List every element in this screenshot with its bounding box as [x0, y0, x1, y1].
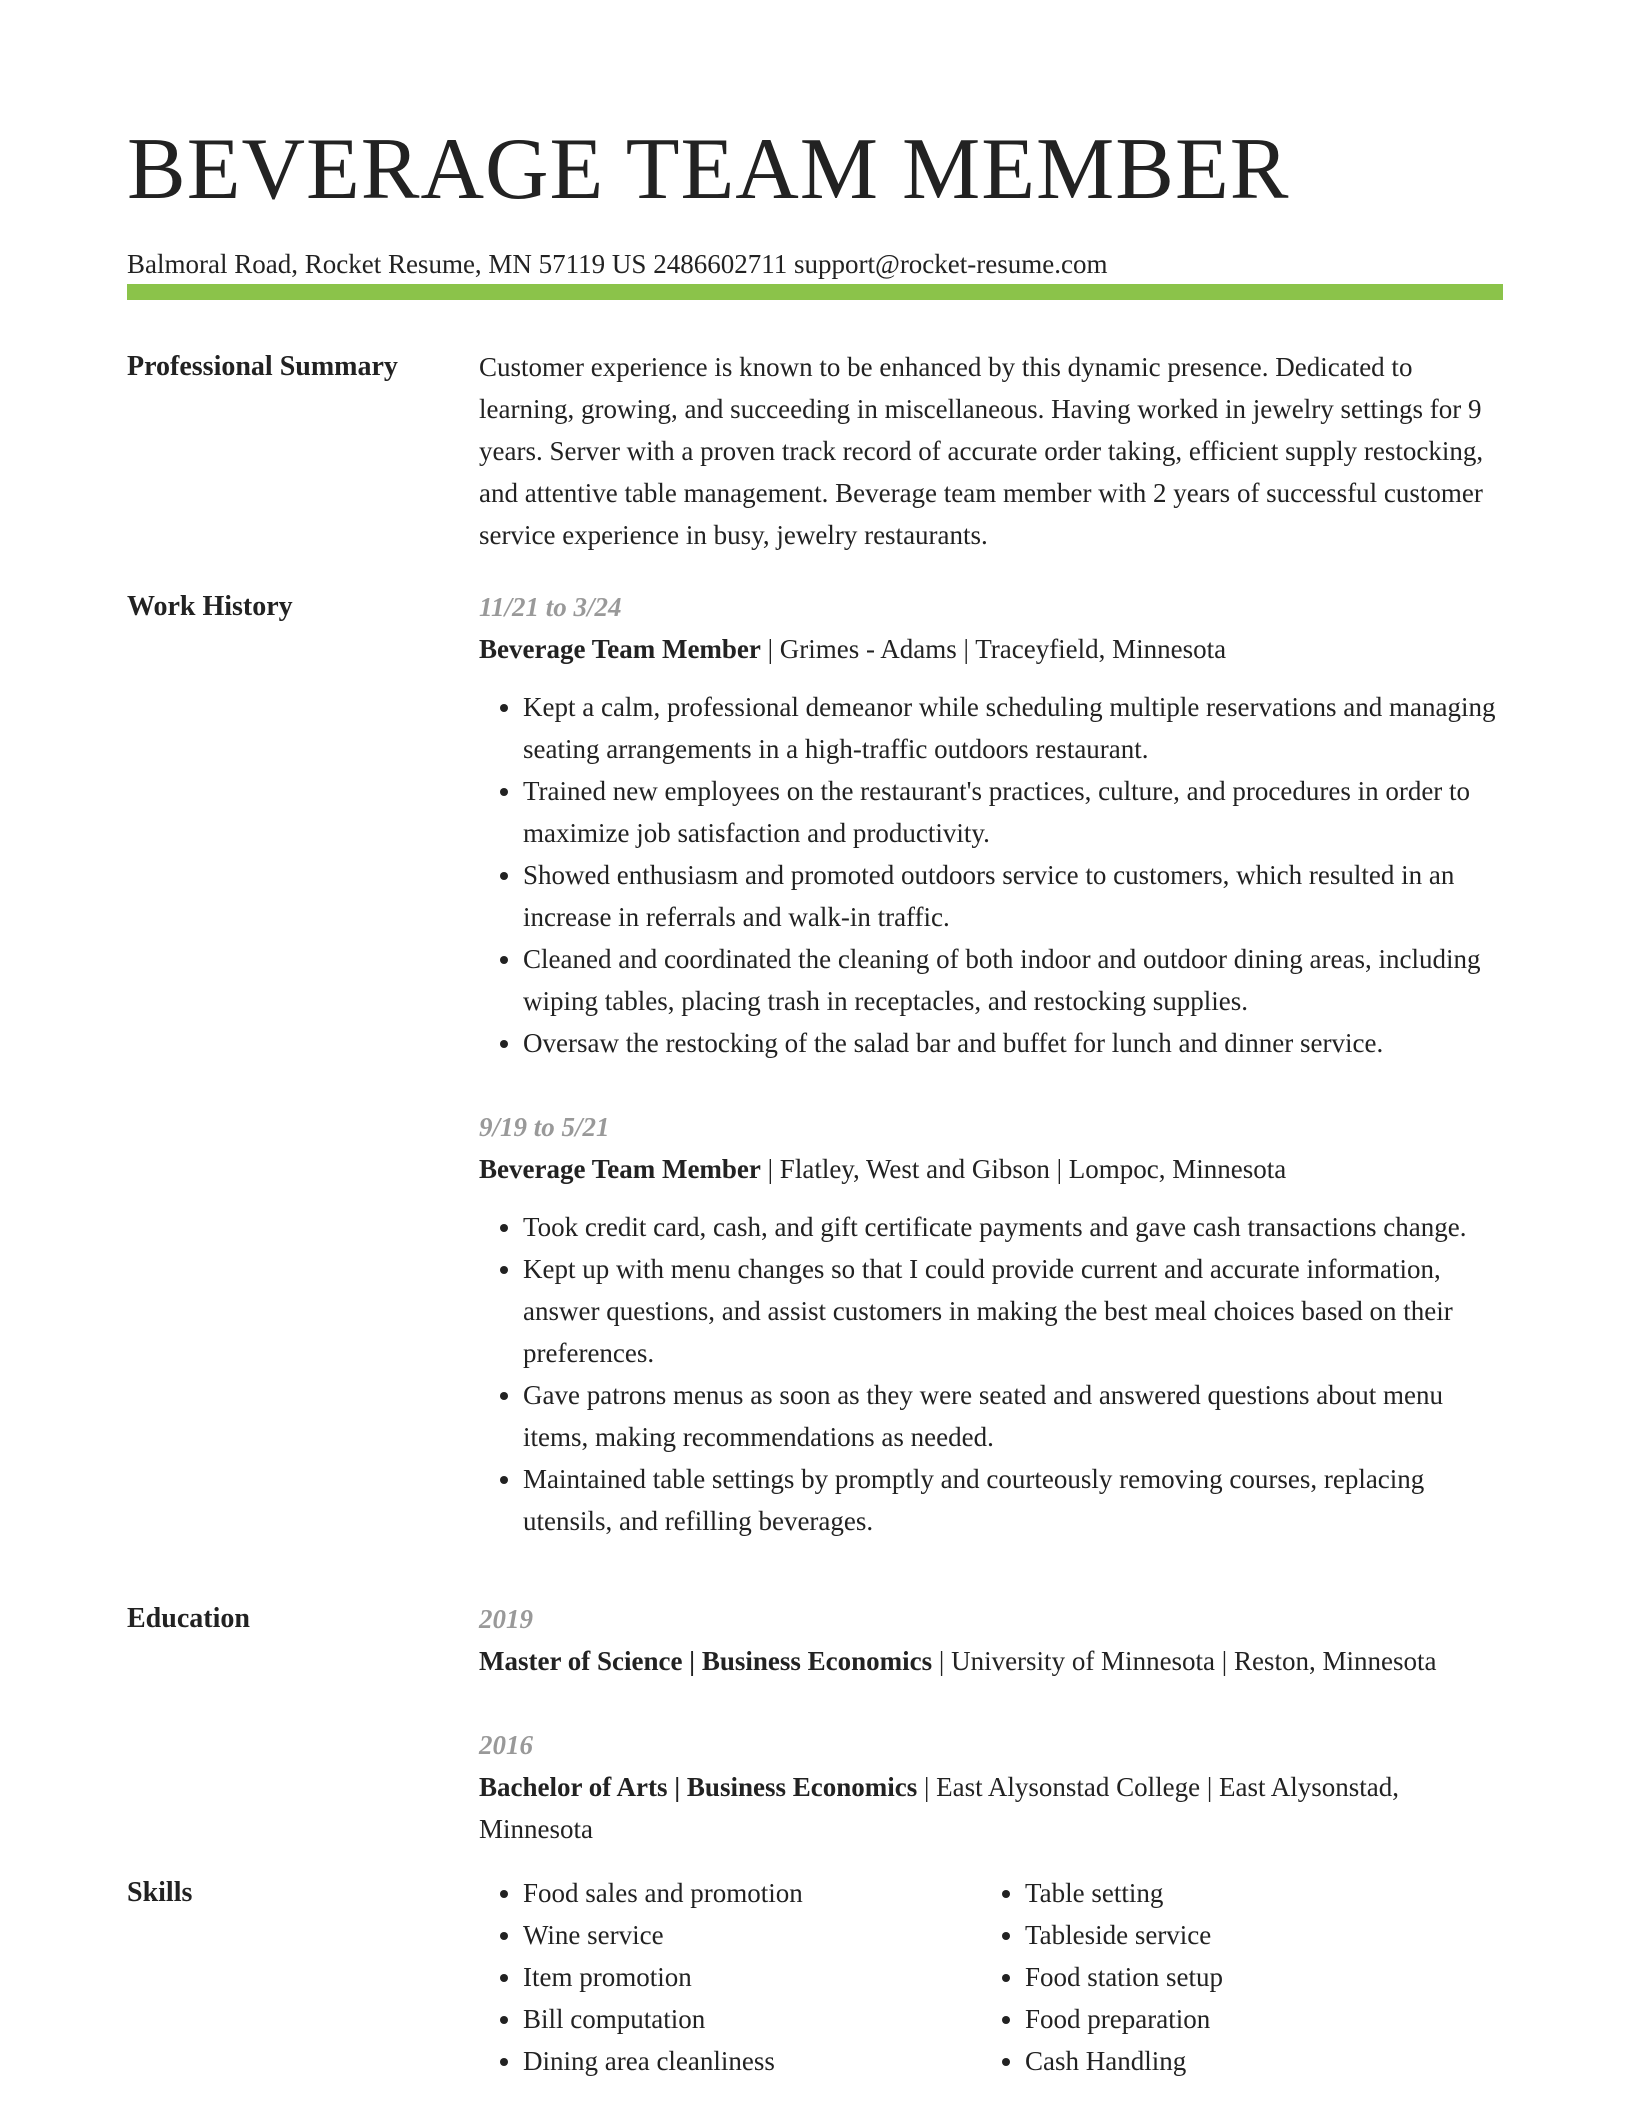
skill-item: • Cash Handling	[1025, 2040, 1483, 2082]
skills-body	[479, 1872, 1503, 2082]
skills-column-right	[981, 1872, 1483, 2082]
job-heading	[479, 1148, 1503, 1190]
education-heading	[479, 1640, 1503, 1682]
job-entry	[479, 1106, 1503, 1542]
education-details: | East Alysonstad College | East Alysonstad, Minnesota	[479, 1772, 1399, 1844]
section-title-skills: Skills	[127, 1877, 193, 1908]
job-title: Beverage Team Member	[479, 1154, 761, 1184]
skills-columns	[479, 1872, 1503, 2082]
skill-item: • Tableside service	[1025, 1914, 1483, 1956]
job-bullet: • Cleaned and coordinated the cleaning of both indoor and outdoor dining areas, including wiping tables, placing trash in receptacles, and restocking supplies.	[523, 938, 1503, 1022]
contact-line	[127, 246, 1503, 282]
candidate-name: BEVERAGE TEAM MEMBER	[127, 121, 1290, 218]
section-title-work-history: Work History	[127, 591, 293, 622]
education-degree: Bachelor of Arts | Business Economics	[479, 1772, 918, 1802]
education-details: | University of Minnesota | Reston, Minnesota	[932, 1646, 1437, 1676]
job-dates: 9/19 to 5/21	[479, 1112, 610, 1142]
job-bullet: • Took credit card, cash, and gift certificate payments and gave cash transactions change.	[523, 1206, 1503, 1248]
skills-list-right	[981, 1872, 1483, 2082]
contact-email: support@rocket-resume.com	[793, 249, 1108, 279]
job-bullets	[479, 1206, 1503, 1542]
job-title: Beverage Team Member	[479, 634, 761, 664]
header-divider	[127, 284, 1503, 300]
skill-item: • Table setting	[1025, 1872, 1483, 1914]
section-title-education: Education	[127, 1603, 250, 1634]
resume-header	[127, 118, 1503, 282]
skills-column-left	[479, 1872, 981, 2082]
education-heading	[479, 1766, 1503, 1850]
education-year: 2019	[479, 1604, 533, 1634]
job-bullets	[479, 686, 1503, 1064]
skill-item: • Wine service	[523, 1914, 981, 1956]
job-bullet: • Kept up with menu changes so that I could provide current and accurate information, answer questions, and assist customers in making the best meal choices based on their preferences.	[523, 1248, 1503, 1374]
contact-phone: 2486602711	[653, 249, 788, 279]
job-details: | Grimes - Adams | Traceyfield, Minnesota	[760, 634, 1227, 664]
education-degree: Master of Science | Business Economics	[479, 1646, 933, 1676]
job-bullet: • Oversaw the restocking of the salad bar and buffet for lunch and dinner service.	[523, 1022, 1503, 1064]
summary-body	[479, 346, 1503, 556]
work-history-body	[479, 586, 1503, 1542]
contact-address: Balmoral Road, Rocket Resume, MN 57119 US	[127, 249, 647, 279]
job-bullet: • Kept a calm, professional demeanor while scheduling multiple reservations and managing seating arrangements in a high-traffic outdoors restaurant.	[523, 686, 1503, 770]
skills-list-left	[479, 1872, 981, 2082]
job-bullet: • Trained new employees on the restaurant's practices, culture, and procedures in order to maximize job satisfaction and productivity.	[523, 770, 1503, 854]
job-bullet: • Maintained table settings by promptly and courteously removing courses, replacing utensils, and refilling beverages.	[523, 1458, 1503, 1542]
education-body	[479, 1598, 1503, 1850]
skill-item: • Bill computation	[523, 1998, 981, 2040]
job-bullet: • Showed enthusiasm and promoted outdoors service to customers, which resulted in an increase in referrals and walk-in traffic.	[523, 854, 1503, 938]
skill-item: • Food sales and promotion	[523, 1872, 981, 1914]
summary-text: Customer experience is known to be enhanced by this dynamic presence. Dedicated to learning, growing, and succeeding in miscellaneous. Having worked in jewelry settings for 9 years. Server with a proven track record of accurate order taking, efficient supply restocking, and attentive table management. Beverage team member with 2 years of successful customer service experience in busy, jewelry restaurants.	[479, 352, 1484, 550]
job-heading	[479, 628, 1503, 670]
job-bullet: • Gave patrons menus as soon as they were seated and answered questions about menu items, making recommendations as needed.	[523, 1374, 1503, 1458]
education-year: 2016	[479, 1730, 533, 1760]
education-entry	[479, 1724, 1503, 1850]
education-entry	[479, 1598, 1503, 1682]
job-entry	[479, 586, 1503, 1064]
skill-item: • Dining area cleanliness	[523, 2040, 981, 2082]
job-details: | Flatley, West and Gibson | Lompoc, Minnesota	[760, 1154, 1287, 1184]
skill-item: • Food station setup	[1025, 1956, 1483, 1998]
skill-item: • Item promotion	[523, 1956, 981, 1998]
job-dates: 11/21 to 3/24	[479, 592, 622, 622]
section-title-summary: Professional Summary	[127, 351, 398, 382]
skill-item: • Food preparation	[1025, 1998, 1483, 2040]
